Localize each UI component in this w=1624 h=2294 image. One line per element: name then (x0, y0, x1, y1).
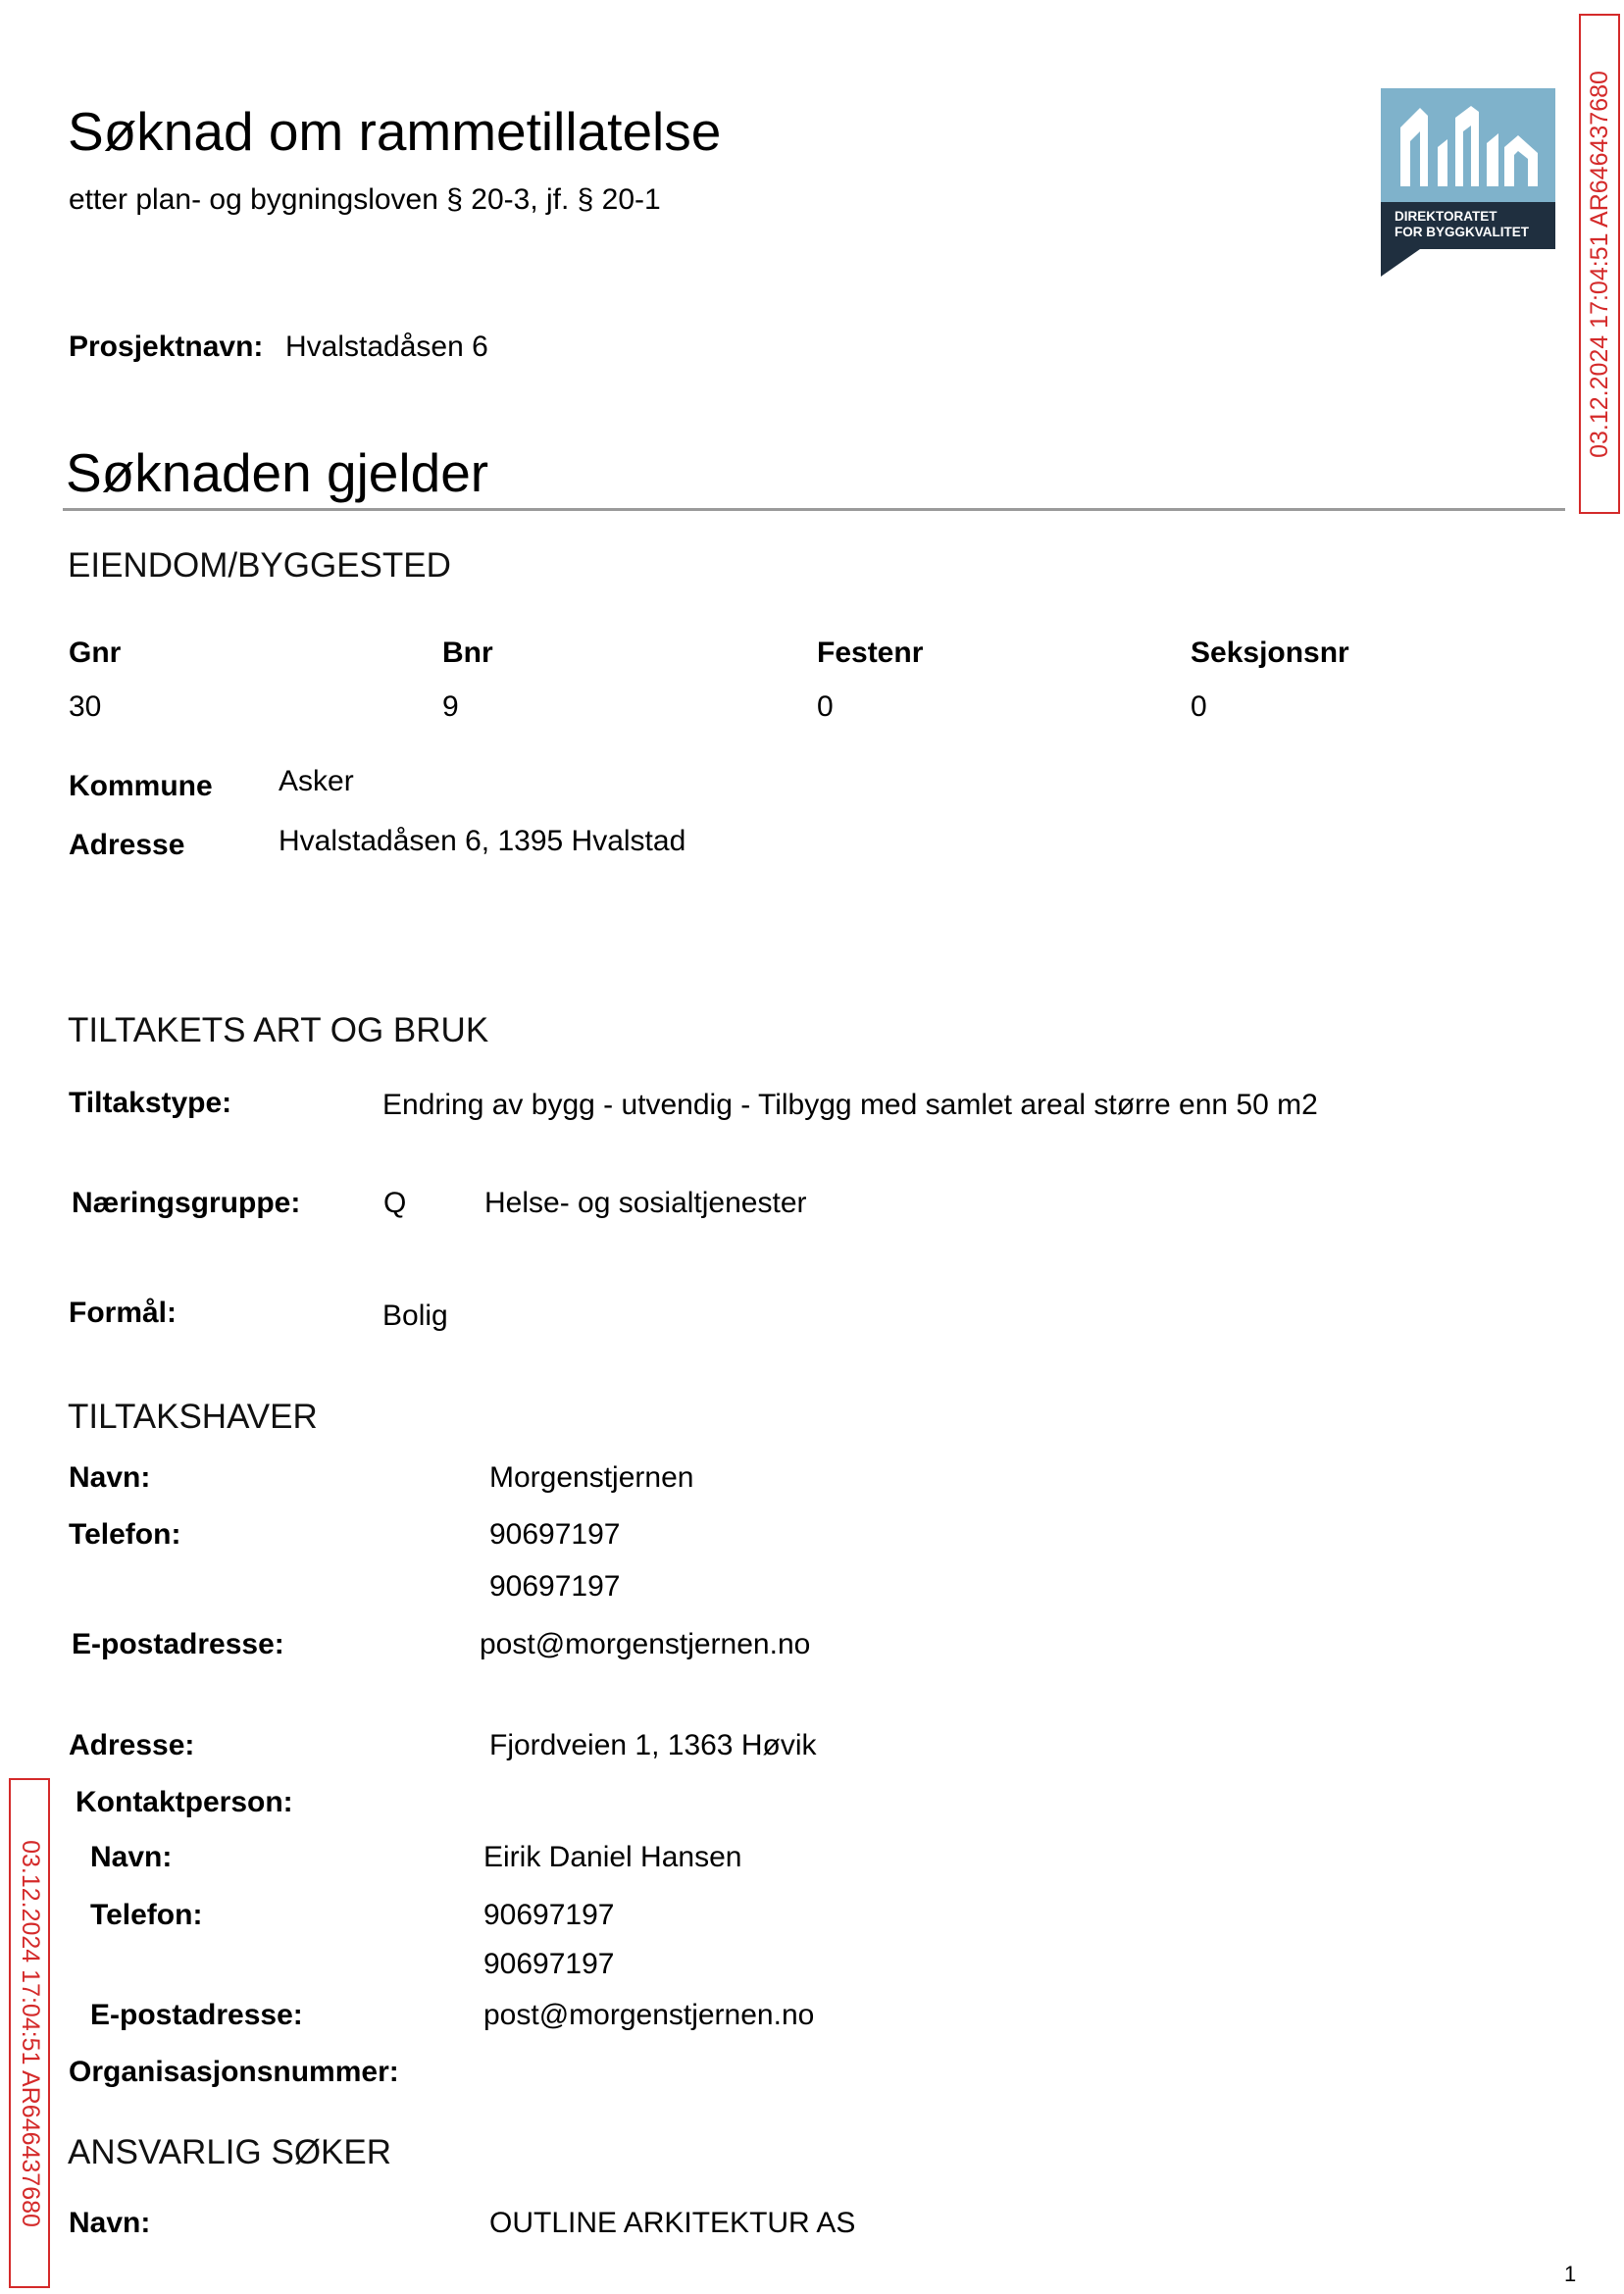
tiltakshaver-telefon-label: Telefon: (69, 1518, 181, 1551)
stamp-text: 03.12.2024 17:04:51 AR646437680 (1585, 70, 1613, 458)
tiltakshaver-telefon-value-2: 90697197 (489, 1570, 621, 1603)
tiltakstype-value: Endring av bygg - utvendig - Tilbygg med samlet areal større enn 50 m2 (382, 1089, 1318, 1121)
naeringsgruppe-code: Q (383, 1187, 407, 1219)
tiltakshaver-telefon-value-1: 90697197 (489, 1518, 621, 1551)
formal-label: Formål: (69, 1297, 178, 1329)
heading-divider (63, 508, 1565, 511)
naeringsgruppe-value: Helse- og sosialtjenester (484, 1187, 807, 1219)
section-tiltakshaver-heading: TILTAKSHAVER (68, 1398, 318, 1436)
tiltakshaver-adresse-label: Adresse: (69, 1729, 195, 1761)
seksjonsnr-label: Seksjonsnr (1191, 637, 1349, 669)
logo-text (1381, 202, 1555, 249)
tiltakstype-label: Tiltakstype: (69, 1087, 232, 1119)
tiltakshaver-navn-label: Navn: (69, 1461, 151, 1494)
tiltakshaver-epost-label: E-postadresse: (72, 1628, 284, 1660)
adresse-label: Adresse (69, 829, 185, 861)
date-stamp-bottom (9, 1778, 50, 2288)
section-tiltak-heading: TILTAKETS ART OG BRUK (68, 1011, 489, 1049)
seksjonsnr-value: 0 (1191, 690, 1207, 723)
formal-value: Bolig (382, 1300, 448, 1332)
stamp-text: 03.12.2024 17:04:51 AR646437680 (16, 1839, 44, 2227)
naeringsgruppe-label: Næringsgruppe: (72, 1187, 301, 1219)
kontakt-navn-label: Navn: (90, 1841, 173, 1873)
kontakt-telefon-label: Telefon: (90, 1899, 203, 1931)
bnr-label: Bnr (442, 637, 493, 669)
ansvarlig-navn-label: Navn: (69, 2207, 151, 2239)
ansvarlig-navn-value: OUTLINE ARKITEKTUR AS (489, 2207, 856, 2239)
logo-line-1: DIREKTORATET (1395, 209, 1497, 224)
kontakt-telefon-value-2: 90697197 (483, 1948, 615, 1980)
organisasjonsnummer-label: Organisasjonsnummer: (69, 2056, 399, 2088)
adresse-value: Hvalstadåsen 6, 1395 Hvalstad (279, 825, 686, 857)
kommune-value: Asker (279, 765, 354, 797)
bnr-value: 9 (442, 690, 459, 723)
logo-buildings-icon (1381, 88, 1555, 202)
main-heading: Søknaden gjelder (66, 442, 489, 503)
kontakt-epost-value: post@morgenstjernen.no (483, 1999, 815, 2031)
gnr-label: Gnr (69, 637, 122, 669)
project-name-label: Prosjektnavn: (69, 331, 264, 363)
document-subtitle: etter plan- og bygningsloven § 20-3, jf. § 20-1 (69, 183, 661, 216)
tiltakshaver-epost-value: post@morgenstjernen.no (480, 1628, 811, 1660)
gnr-value: 30 (69, 690, 102, 723)
page-number: 1 (1564, 2262, 1577, 2286)
kommune-label: Kommune (69, 770, 213, 802)
kontaktperson-label: Kontaktperson: (76, 1786, 293, 1818)
document-title: Søknad om rammetillatelse (68, 101, 722, 162)
kontakt-navn-value: Eirik Daniel Hansen (483, 1841, 742, 1873)
festenr-value: 0 (817, 690, 834, 723)
kontakt-telefon-value-1: 90697197 (483, 1899, 615, 1931)
project-name-value: Hvalstadåsen 6 (285, 331, 488, 363)
logo-line-2: FOR BYGGKVALITET (1395, 225, 1529, 239)
date-stamp-top (1579, 14, 1620, 514)
tiltakshaver-navn-value: Morgenstjernen (489, 1461, 694, 1494)
section-ansvarlig-heading: ANSVARLIG SØKER (68, 2133, 392, 2171)
dibk-logo (1381, 88, 1555, 277)
logo-tail (1381, 249, 1420, 277)
tiltakshaver-adresse-value: Fjordveien 1, 1363 Høvik (489, 1729, 817, 1761)
section-eiendom-heading: EIENDOM/BYGGESTED (68, 546, 451, 585)
kontakt-epost-label: E-postadresse: (90, 1999, 303, 2031)
festenr-label: Festenr (817, 637, 924, 669)
